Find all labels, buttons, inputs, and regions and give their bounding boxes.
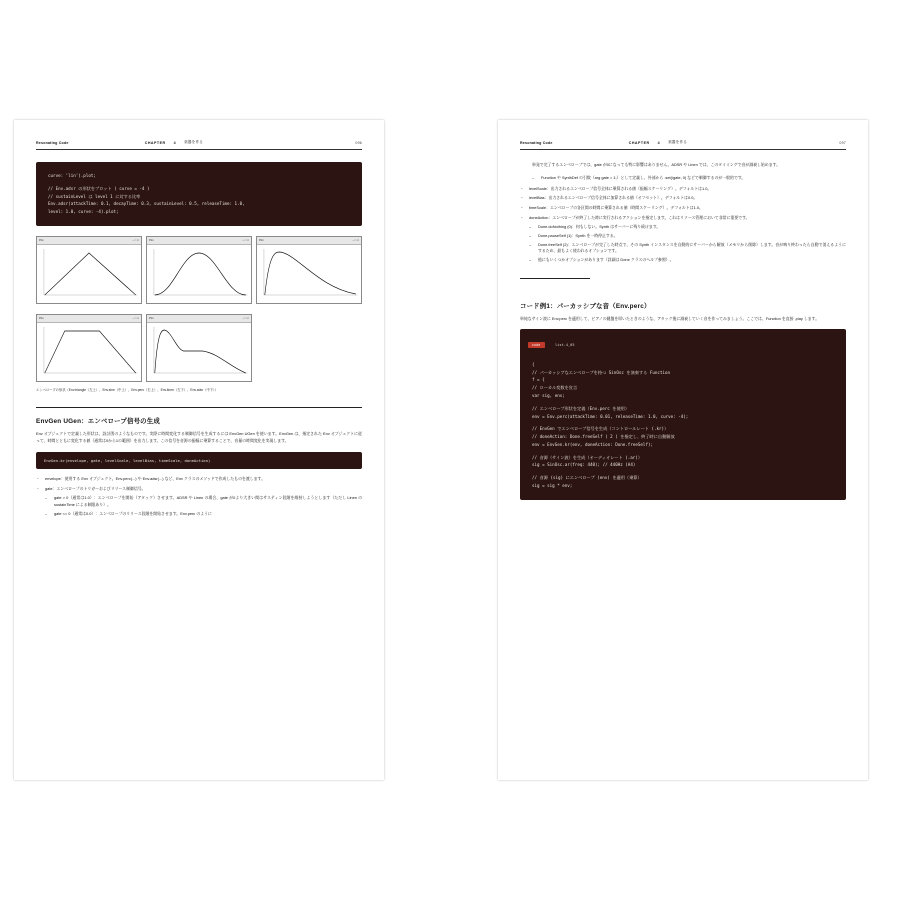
plot-window-perc bbox=[256, 236, 362, 304]
code-line: Env.adsr(attackTime: 0.1, decayTime: 0.3, sustainLevel: 0.5, releaseTime: 1.0, bbox=[48, 201, 245, 207]
figure-row-2 bbox=[36, 314, 362, 382]
book-title: Resonating Code bbox=[36, 140, 69, 145]
window-controls[interactable]: ‒ □ ✕ bbox=[132, 238, 139, 242]
code-badge: code bbox=[528, 342, 545, 348]
plot-area-linen bbox=[37, 323, 141, 381]
code-block-1 bbox=[36, 162, 362, 226]
list-item bbox=[520, 186, 846, 193]
plot-window-sine bbox=[146, 236, 252, 304]
list-item-text: levelScale：出力されるエンベロープ信号全体に乗算される値（振幅スケーリング）。デフォルトは1.0。 bbox=[529, 185, 712, 191]
section-rule bbox=[520, 278, 590, 279]
code-line: f = { bbox=[532, 377, 545, 383]
parameter-list-left bbox=[36, 476, 362, 517]
right-running-head bbox=[520, 140, 846, 150]
sub-list-item: – gate <= 0（通常は0.0）：エンベロープのリリース段階を開始させます。Env.perc のように bbox=[45, 511, 362, 518]
code-line: // EnvGen でエンベロープ信号を生成（コントロールレート (.kr)） bbox=[532, 426, 669, 432]
code-line: // ローカル変数を宣言 bbox=[532, 385, 578, 391]
chapter-number: 4 bbox=[173, 140, 177, 145]
window-title: Plot bbox=[39, 238, 44, 242]
sub-list-item: – gate > 0（通常は1.0）：エンベロープを開始（アタック）させます。ADSR や Linen の場合、gate が0より大きい間はサスティン段階を維持しようとします（ただし Linen の sustainTime による制限あり）。 bbox=[45, 495, 362, 509]
code-filename: list-4_05 bbox=[555, 342, 575, 347]
window-titlebar bbox=[147, 315, 251, 323]
folio: 096 bbox=[355, 140, 362, 145]
code-line: level: 1.0, curve: -4).plot; bbox=[48, 209, 119, 215]
list-item-text: levelBias：出力されるエンベロープ信号全体に加算される値（オフセット）。デフォルトは0.0。 bbox=[529, 195, 698, 201]
list-item-text: doneAction：エンベロープが終了した時に実行されるアクションを指定します。これはリソース管理において非常に重要です。 bbox=[529, 215, 750, 221]
sub-list-item: – Done.pauseSelf (1)：Synth を一時停止する。 bbox=[529, 233, 846, 240]
window-title: Plot bbox=[259, 238, 264, 242]
list-item-text: timeScale：エンベロープの各区間の時間に乗算される値（時間スケーリング）。デフォルトは1.0。 bbox=[529, 205, 703, 211]
book-title: Resonating Code bbox=[520, 140, 553, 145]
right-page bbox=[498, 120, 868, 780]
list-item bbox=[520, 215, 846, 264]
left-running-head bbox=[36, 140, 362, 150]
code-line: env = EnvGen.kr(env, doneAction: Done.freeSelf); bbox=[532, 441, 654, 447]
code-line: curve: 'lin').plot; bbox=[48, 173, 96, 178]
window-titlebar bbox=[37, 315, 141, 323]
sub-list bbox=[45, 495, 362, 517]
folio: 097 bbox=[839, 140, 846, 145]
section-heading-example1: コード例1：パーカッシブな音（Env.perc） bbox=[520, 303, 651, 311]
chapter-title: 楽器を作る bbox=[184, 140, 204, 144]
section-heading-envgen: EnvGen UGen：エンベロープ信号の生成 bbox=[36, 407, 362, 425]
figure-caption: エンベロープの形状（Env.triangle（左上）、Env.sine（中上）、Env.perc（右上）、Env.linen（左下）、Env.adsr（中下）） bbox=[36, 387, 218, 392]
window-controls[interactable]: ‒ □ ✕ bbox=[132, 316, 139, 320]
list-item bbox=[36, 486, 362, 517]
window-title: Plot bbox=[149, 316, 154, 320]
list-item-text: gate：エンベロープのトリガーおよびリリース制御信号。 bbox=[45, 486, 146, 492]
window-controls[interactable]: ‒ □ ✕ bbox=[242, 238, 249, 242]
plot-window-linen bbox=[36, 314, 142, 382]
code-block-example1 bbox=[520, 351, 846, 500]
plot-window-adsr bbox=[146, 314, 252, 382]
window-titlebar bbox=[37, 237, 141, 245]
code-line: sig = SinOsc.ar(freq: 440); // 440Hz (A4) bbox=[532, 462, 636, 468]
sub-list-item: – Function や SynthDef の引数（arg gate = 1;）として定義し、外部から .set(\gate, 0) などで制御するのが一般的です。 bbox=[532, 175, 846, 182]
list-item bbox=[36, 476, 362, 483]
code-line: var sig, env; bbox=[532, 393, 565, 398]
left-page bbox=[14, 120, 384, 780]
sub-list-item: – 他にもいくつかオプションがあります（詳細は Done クラスのヘルプ参照）。 bbox=[529, 257, 846, 264]
sub-list-item: – Done.doNothing (0)：何もしない。Synth はサーバーに残り続けます。 bbox=[529, 224, 846, 231]
sub-list bbox=[529, 224, 846, 264]
window-title: Plot bbox=[149, 238, 154, 242]
chapter-word: CHAPTER bbox=[628, 140, 650, 145]
parameter-list-right bbox=[520, 186, 846, 264]
code-line: env = Env.perc(attackTime: 0.01, releaseTime: 1.0, curve: -4); bbox=[532, 413, 689, 419]
plot-window-triangle bbox=[36, 236, 142, 304]
paragraph-envgen-intro: Env オブジェクトで定義した形状は、設計図のようなものです。実際に時間変化する制御信号を生成するには EnvGen UGen を使います。EnvGen は、指定された Env オブジェクトに従って、時間とともに変化する値（通常は0から1の範囲）を出力します。この信号を音源の振幅に乗算することで、音量の時間変化を実現します。 bbox=[36, 430, 362, 443]
code-line: // doneAction: Done.freeSelf ( 2 ) を指定し、終了時に自動解放 bbox=[532, 434, 675, 440]
list-item-text: envelope：使用する Env オブジェクト。Env.perc(...) や Env.adsr(...) など、Env クラスのメソッドで作成したものを渡します。 bbox=[45, 476, 265, 482]
list-item bbox=[520, 205, 846, 212]
code-line: { bbox=[532, 361, 535, 367]
window-controls[interactable]: ‒ □ ✕ bbox=[352, 238, 359, 242]
sub-list-top bbox=[520, 175, 846, 182]
plot-area-triangle bbox=[37, 245, 141, 303]
window-title: Plot bbox=[39, 316, 44, 320]
code-line: // パーカッシブなエンベロープを持つ SinOsc を演奏する Function bbox=[532, 369, 671, 375]
figure-row-1 bbox=[36, 236, 362, 304]
plot-area-perc bbox=[257, 245, 361, 303]
chapter-title: 楽器を作る bbox=[668, 140, 688, 144]
code-line: sig = sig * env; bbox=[532, 482, 573, 488]
plot-area-sine bbox=[147, 245, 251, 303]
code-line: // エンベロープ形状を定義（Env.perc を使用） bbox=[532, 405, 630, 411]
code-signature-envgen: EnvGen.kr(envelope, gate, levelScale, levelBias, timeScale, doneAction) bbox=[36, 452, 362, 469]
window-titlebar bbox=[257, 237, 361, 245]
sub-list-item: – Done.freeSelf (2)：エンベロープが完了した時点で、その Synth インスタンスを自動的にサーバーから解放（メモリから削除）します。音が鳴り終わったら自動で消えるようにするため、最もよく使われるオプションです。 bbox=[529, 242, 846, 256]
code-line: // 音源（サイン波）を生成（オーディオレート (.ar)） bbox=[532, 454, 643, 460]
paragraph-gate-note: 単発で完了するエンベロープでは、gate が0になっても特に影響はありません。ADSR や Linen では、このタイミングで音が減衰し始めます。 bbox=[532, 162, 781, 167]
window-titlebar bbox=[147, 237, 251, 245]
chapter-number: 4 bbox=[657, 140, 661, 145]
code-line: // 音源 (sig) にエンベロープ (env) を適用（乗算） bbox=[532, 475, 642, 481]
figure-empty-slot bbox=[256, 314, 362, 382]
code-line: // sustainLevel は level 1 に対する比率 bbox=[48, 193, 141, 199]
code-caption bbox=[520, 329, 846, 353]
list-item bbox=[520, 195, 846, 202]
code-line: // Env.adsr の形状をプロット ( curve = -4 ) bbox=[48, 185, 150, 191]
plot-area-adsr bbox=[147, 323, 251, 381]
chapter-word: CHAPTER bbox=[144, 140, 166, 145]
paragraph-example1-intro: 単純なサイン波に Env.perc を適用して、ピアノの鍵盤を叩いたときのような、アタック後に減衰していく音を作ってみましょう。ここでは、Function を直接 .play します。 bbox=[520, 316, 820, 322]
window-controls[interactable]: ‒ □ ✕ bbox=[242, 316, 249, 320]
